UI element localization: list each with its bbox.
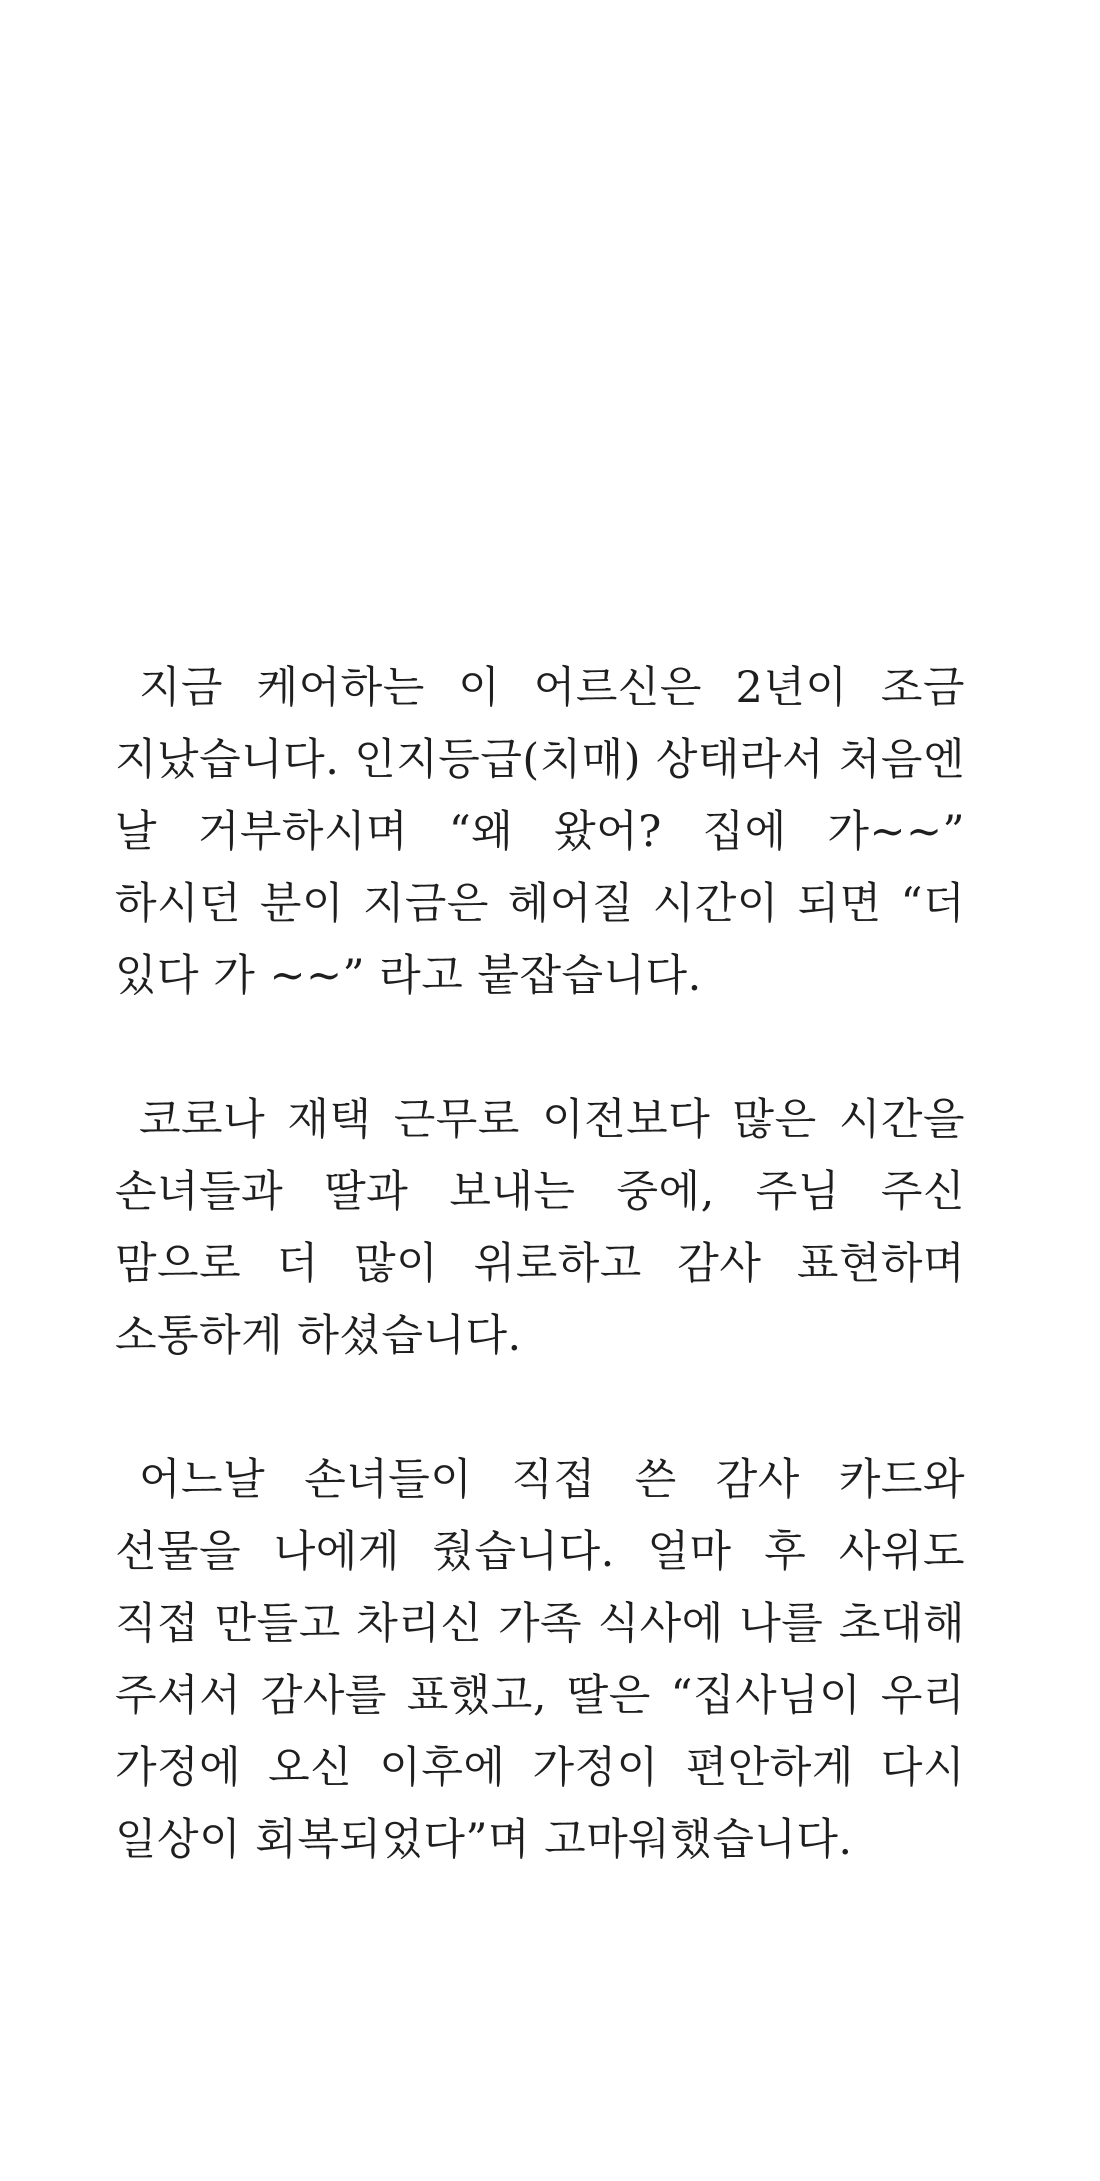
paragraph-2: 코로나 재택 근무로 이전보다 많은 시간을 손녀들과 딸과 보내는 중에, 주님 주신 맘으로 더 많이 위로하고 감사 표현하며 소통하게 하셨습니다. — [115, 1095, 965, 1361]
paragraph-3: 어느날 손녀들이 직접 쓴 감사 카드와 선물을 나에게 줬습니다. 얼마 후 사위도 직접 만들고 차리신 가족 식사에 나를 초대해 주셔서 감사를 표했고, 딸은 “집사님이 우리 가정에 오신 이후에 가정이 편안하게 다시 일상이 회복되었다”며 고마워했습니다. — [115, 1455, 965, 1865]
article-body — [115, 652, 965, 1876]
paragraph-1: 지금 케어하는 이 어르신은 2년이 조금 지났습니다. 인지등급(치매) 상태라서 처음엔 날 거부하시며 “왜 왔어? 집에 가~~” 하시던 분이 지금은 헤어질 시간이 되면 “더 있다 가 ~~” 라고 붙잡습니다. — [115, 663, 965, 1001]
